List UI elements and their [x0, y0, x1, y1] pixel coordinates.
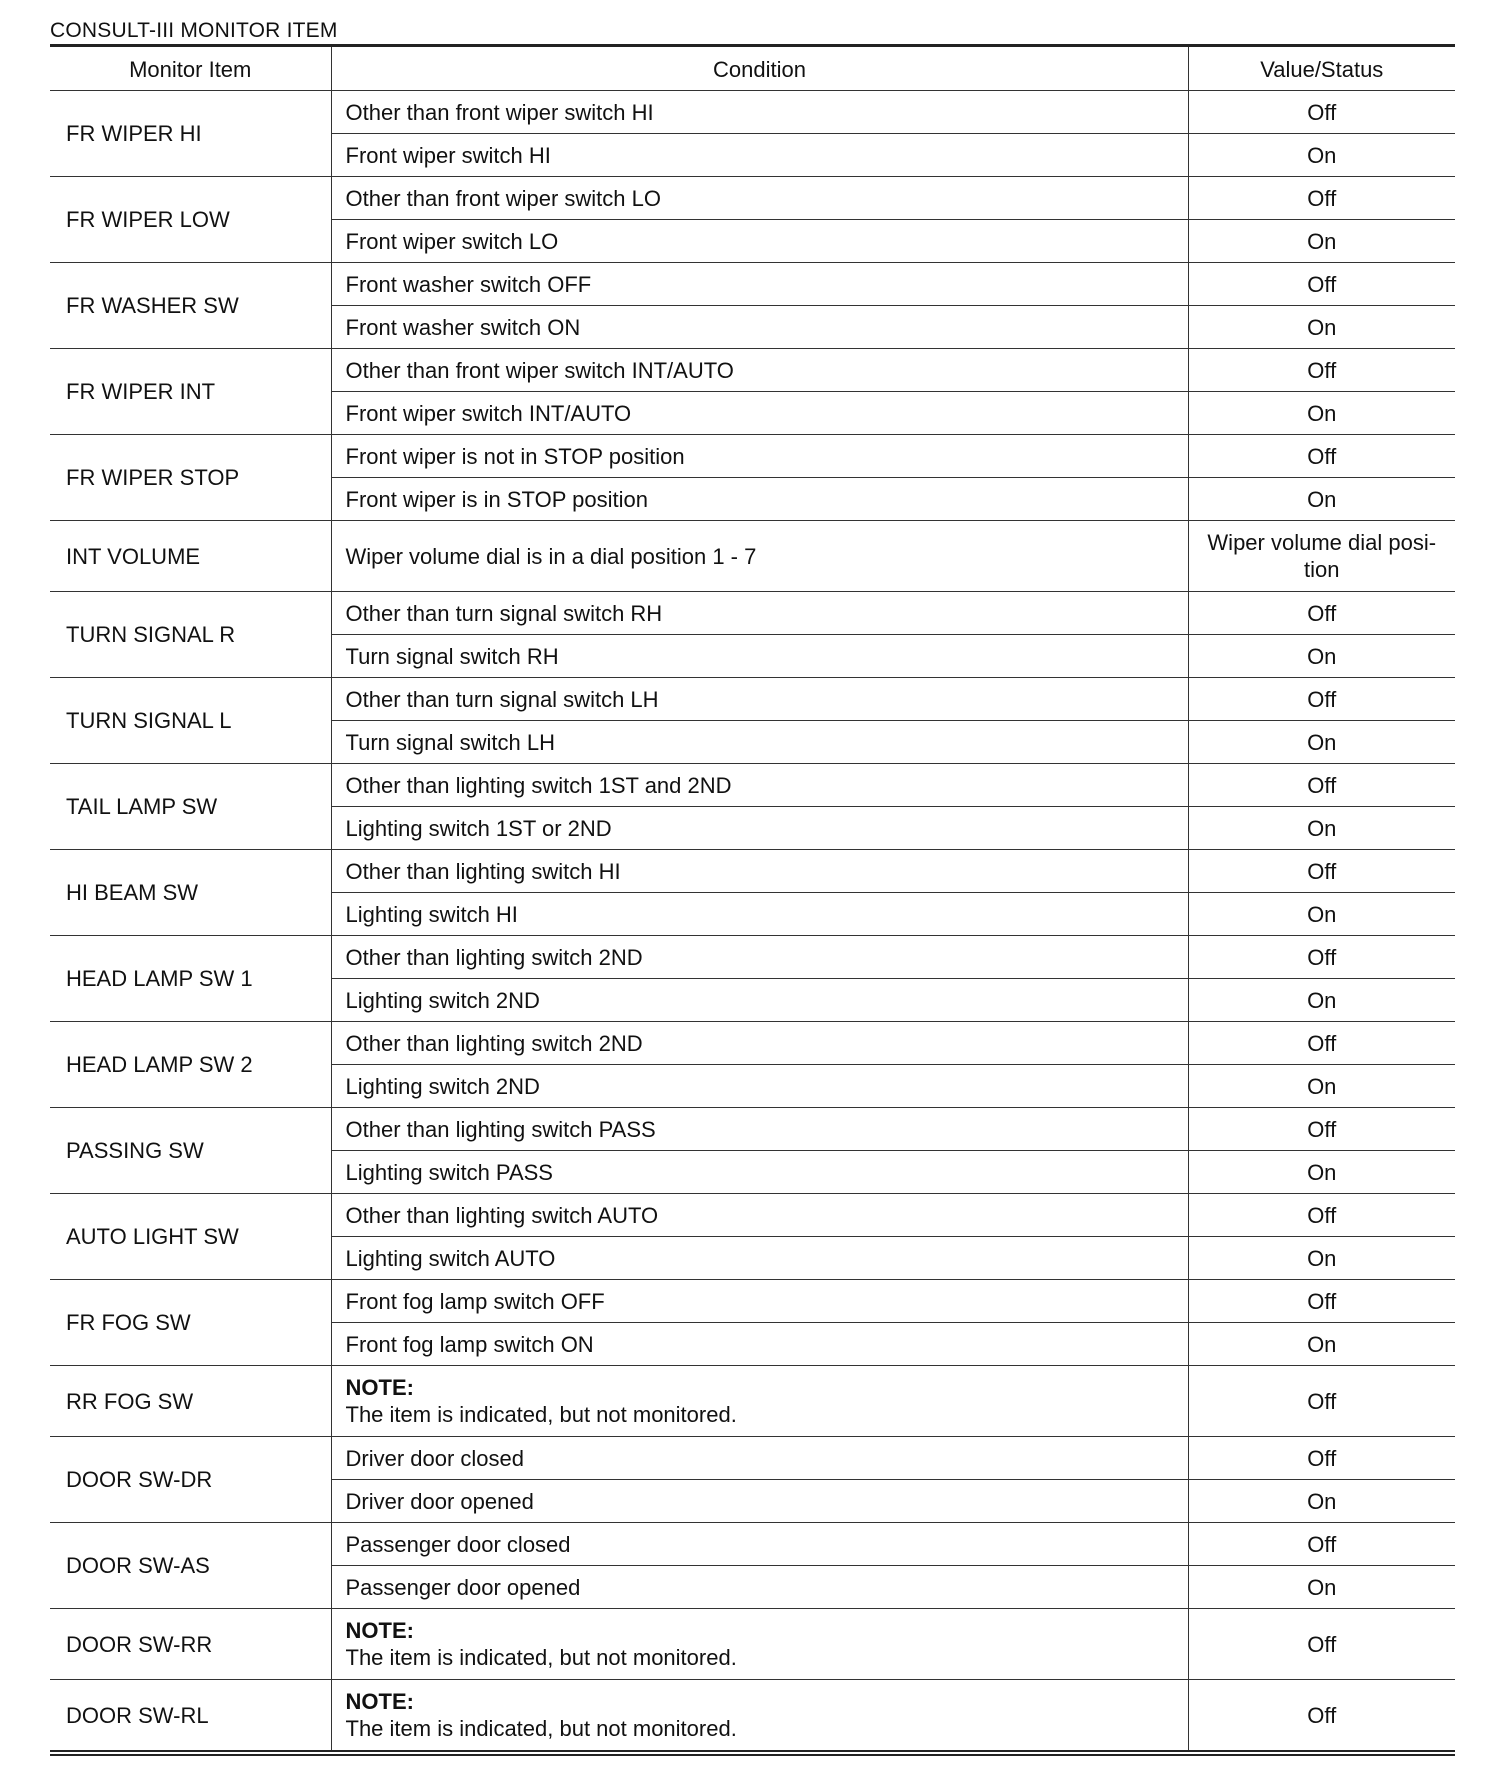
note-text: The item is indicated, but not monitored. [345, 1402, 737, 1427]
monitor-item-cell: RR FOG SW [50, 1366, 331, 1437]
note-label: NOTE: [345, 1375, 414, 1400]
monitor-item-cell: FR WIPER LOW [50, 177, 331, 263]
monitor-item-cell: FR WIPER INT [50, 349, 331, 435]
value-status-cell: On [1188, 635, 1455, 678]
condition-cell: Front wiper switch INT/AUTO [331, 392, 1188, 435]
value-status-cell: On [1188, 721, 1455, 764]
table-row [50, 1680, 1455, 1754]
condition-cell: Turn signal switch RH [331, 635, 1188, 678]
table-row [50, 91, 1455, 134]
value-status-cell: Off [1188, 349, 1455, 392]
value-status-cell: Off [1188, 1609, 1455, 1680]
table-row [50, 850, 1455, 893]
monitor-item-cell: DOOR SW-AS [50, 1523, 331, 1609]
table-row [50, 678, 1455, 721]
table-row [50, 1523, 1455, 1566]
table-header-row [50, 46, 1455, 91]
monitor-item-table [50, 44, 1455, 1756]
header-condition: Condition [331, 46, 1188, 91]
monitor-item-cell: FR WASHER SW [50, 263, 331, 349]
table-row [50, 592, 1455, 635]
monitor-item-cell: FR WIPER HI [50, 91, 331, 177]
condition-cell: Other than lighting switch 2ND [331, 936, 1188, 979]
condition-cell: Other than lighting switch AUTO [331, 1194, 1188, 1237]
monitor-item-cell: AUTO LIGHT SW [50, 1194, 331, 1280]
value-status-cell: Off [1188, 592, 1455, 635]
condition-cell: Front wiper is not in STOP position [331, 435, 1188, 478]
document-title: CONSULT-III MONITOR ITEM [50, 19, 338, 42]
monitor-item-cell: TURN SIGNAL R [50, 592, 331, 678]
value-status-cell: On [1188, 134, 1455, 177]
condition-cell: Other than lighting switch PASS [331, 1108, 1188, 1151]
value-status-cell: On [1188, 392, 1455, 435]
table-row [50, 177, 1455, 220]
table-row [50, 1366, 1455, 1437]
condition-cell: Other than lighting switch 2ND [331, 1022, 1188, 1065]
table-row [50, 521, 1455, 592]
monitor-item-cell: INT VOLUME [50, 521, 331, 592]
note-text: The item is indicated, but not monitored. [345, 1716, 737, 1741]
monitor-item-cell: TAIL LAMP SW [50, 764, 331, 850]
value-status-cell: Off [1188, 1680, 1455, 1754]
condition-cell: Other than lighting switch 1ST and 2ND [331, 764, 1188, 807]
table-row [50, 435, 1455, 478]
value-status-cell: On [1188, 1480, 1455, 1523]
monitor-item-cell: HEAD LAMP SW 2 [50, 1022, 331, 1108]
value-status-cell: Off [1188, 1523, 1455, 1566]
condition-cell: Passenger door opened [331, 1566, 1188, 1609]
value-status-cell: Off [1188, 91, 1455, 134]
condition-cell: Passenger door closed [331, 1523, 1188, 1566]
condition-cell: Other than lighting switch HI [331, 850, 1188, 893]
monitor-item-cell: DOOR SW-RR [50, 1609, 331, 1680]
condition-cell: Front fog lamp switch ON [331, 1323, 1188, 1366]
value-status-cell: Off [1188, 1194, 1455, 1237]
condition-cell: Front wiper switch LO [331, 220, 1188, 263]
value-status-cell: Off [1188, 263, 1455, 306]
condition-cell: Driver door closed [331, 1437, 1188, 1480]
monitor-item-cell: PASSING SW [50, 1108, 331, 1194]
condition-cell: Turn signal switch LH [331, 721, 1188, 764]
condition-cell: Lighting switch 2ND [331, 1065, 1188, 1108]
condition-cell: Lighting switch AUTO [331, 1237, 1188, 1280]
condition-cell: Driver door opened [331, 1480, 1188, 1523]
value-status-cell: On [1188, 1065, 1455, 1108]
condition-cell: Lighting switch HI [331, 893, 1188, 936]
note-label: NOTE: [345, 1618, 414, 1643]
table-row [50, 936, 1455, 979]
value-status-cell: Off [1188, 850, 1455, 893]
monitor-item-cell: FR FOG SW [50, 1280, 331, 1366]
value-status-cell: Off [1188, 764, 1455, 807]
header-value-status: Value/Status [1188, 46, 1455, 91]
value-status-cell: Off [1188, 1437, 1455, 1480]
value-status-cell: On [1188, 478, 1455, 521]
table-row [50, 1609, 1455, 1680]
condition-cell: Lighting switch PASS [331, 1151, 1188, 1194]
value-status-cell: On [1188, 979, 1455, 1022]
table-row [50, 263, 1455, 306]
value-status-cell: Off [1188, 177, 1455, 220]
table-row [50, 349, 1455, 392]
table-row [50, 1437, 1455, 1480]
value-status-cell [1188, 521, 1455, 592]
table-row [50, 1280, 1455, 1323]
condition-cell: Lighting switch 2ND [331, 979, 1188, 1022]
value-status-cell: On [1188, 220, 1455, 263]
value-status-cell: On [1188, 1237, 1455, 1280]
table-row [50, 1108, 1455, 1151]
condition-cell [331, 1609, 1188, 1680]
table-body [50, 91, 1455, 1754]
monitor-item-cell: HI BEAM SW [50, 850, 331, 936]
value-status-cell: Off [1188, 435, 1455, 478]
value-status-cell: On [1188, 893, 1455, 936]
condition-cell: Other than front wiper switch LO [331, 177, 1188, 220]
condition-cell: Other than front wiper switch HI [331, 91, 1188, 134]
monitor-item-cell: TURN SIGNAL L [50, 678, 331, 764]
monitor-item-cell: DOOR SW-RL [50, 1680, 331, 1754]
table-row [50, 764, 1455, 807]
value-status-cell: Off [1188, 936, 1455, 979]
value-status-cell: Off [1188, 1022, 1455, 1065]
condition-cell [331, 1366, 1188, 1437]
monitor-item-cell: HEAD LAMP SW 1 [50, 936, 331, 1022]
value-status-cell: Off [1188, 1280, 1455, 1323]
value-status-cell: Off [1188, 1108, 1455, 1151]
value-status-cell: On [1188, 306, 1455, 349]
document-page [50, 18, 1455, 1756]
condition-cell: Other than turn signal switch RH [331, 592, 1188, 635]
value-status-cell: Off [1188, 678, 1455, 721]
value-status-cell: On [1188, 807, 1455, 850]
condition-cell: Front fog lamp switch OFF [331, 1280, 1188, 1323]
table-row [50, 1194, 1455, 1237]
table-row [50, 1022, 1455, 1065]
condition-cell: Other than front wiper switch INT/AUTO [331, 349, 1188, 392]
header-monitor-item: Monitor Item [50, 46, 331, 91]
condition-cell: Other than turn signal switch LH [331, 678, 1188, 721]
note-label: NOTE: [345, 1689, 414, 1714]
value-line: tion [1304, 557, 1340, 582]
value-status-cell: On [1188, 1323, 1455, 1366]
condition-cell: Front washer switch OFF [331, 263, 1188, 306]
condition-cell: Wiper volume dial is in a dial position 1 - 7 [331, 521, 1188, 592]
condition-cell: Lighting switch 1ST or 2ND [331, 807, 1188, 850]
value-line: Wiper volume dial posi- [1207, 530, 1437, 555]
note-text: The item is indicated, but not monitored. [345, 1645, 737, 1670]
condition-cell [331, 1680, 1188, 1754]
monitor-item-cell: FR WIPER STOP [50, 435, 331, 521]
condition-cell: Front washer switch ON [331, 306, 1188, 349]
monitor-item-cell: DOOR SW-DR [50, 1437, 331, 1523]
condition-cell: Front wiper is in STOP position [331, 478, 1188, 521]
condition-cell: Front wiper switch HI [331, 134, 1188, 177]
value-status-cell: Off [1188, 1366, 1455, 1437]
value-status-cell: On [1188, 1151, 1455, 1194]
value-status-cell: On [1188, 1566, 1455, 1609]
